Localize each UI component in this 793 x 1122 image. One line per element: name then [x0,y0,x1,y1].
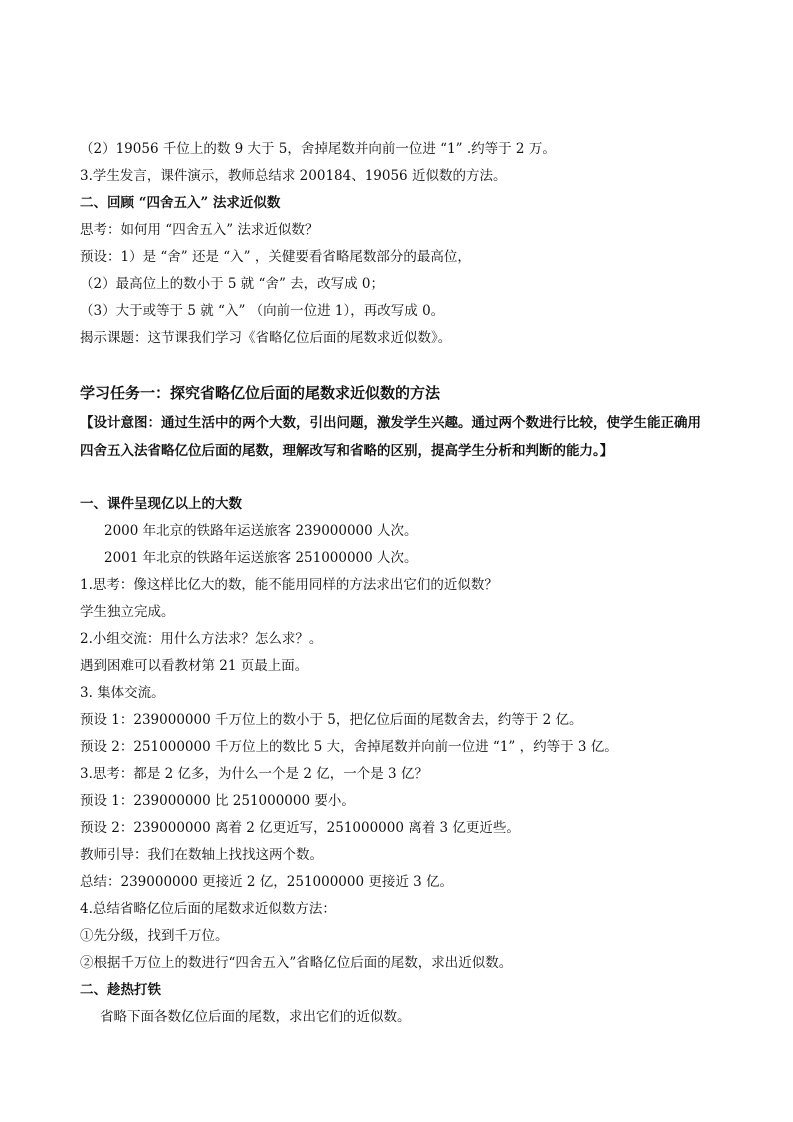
text-line: 学生独立完成。 [80,604,175,620]
text-line: 2000 年北京的铁路年运送旅客 239000000 人次。 [104,523,418,539]
text-line: 总结：239000000 更接近 2 亿，251000000 更接近 3 亿。 [80,874,454,890]
section-heading: 一、课件呈现亿以上的大数 [80,496,242,512]
text-line: 4.总结省略亿位后面的尾数求近似数方法： [80,901,336,917]
section-heading: 二、回顾 “四舍五入” 法求近似数 [80,195,281,211]
section-heading: 二、趁热打铁 [80,982,161,998]
text-line: 1.思考：像这样比亿大的数，能不能用同样的方法求出它们的近似数？ [80,577,498,593]
text-line: 教师引导：我们在数轴上找找这两个数。 [80,847,323,863]
text-line: 3.思考：都是 2 亿多，为什么一个是 2 亿，一个是 3 亿？ [80,766,428,782]
text-line: ②根据千万位上的数进行“四舍五入”省略亿位后面的尾数，求出近似数。 [80,955,513,971]
text-line: 预设 2：239000000 离着 2 亿更近写，251000000 离着 3 亿更近些。 [80,820,520,836]
task-heading: 学习任务一：探究省略亿位后面的尾数求近似数的方法 [80,384,441,402]
text-line: 3. 集体交流。 [80,685,165,701]
text-line: （3）大于或等于 5 就 “入” （向前一位进 1），再改写成 0。 [80,303,445,319]
text-line: ①先分级，找到千万位。 [80,928,229,944]
text-line: 预设 2：251000000 千万位上的数比 5 大，舍掉尾数并向前一位进 “1” ，约等于 3 亿。 [80,739,618,755]
text-line: 预设：1）是 “舍” 还是 “入” ，关健要看省略尾数部分的最高位， [80,249,471,265]
text-line: 预设 1：239000000 比 251000000 要小。 [80,793,355,809]
design-intent-line: 【设计意图：通过生活中的两个大数，引出问题，激发学生兴趣。通过两个数进行比较，使学生能正确用 [80,415,701,431]
text-line: （2）最高位上的数小于 5 就 “舍” 去，改写成 0； [80,276,385,292]
text-line: 3.学生发言，课件演示，教师总结求 200184、19056 近似数的方法。 [80,168,507,184]
text-line: 2001 年北京的铁路年运送旅客 251000000 人次。 [104,550,418,566]
text-line: 思考：如何用 “四舍五入” 法求近似数？ [80,222,319,238]
text-line: 省略下面各数亿位后面的尾数，求出它们的近似数。 [100,1009,411,1025]
text-line: 预设 1：239000000 千万位上的数小于 5，把亿位后面的尾数舍去，约等于 2 亿。 [80,712,583,728]
text-line: （2）19056 千位上的数 9 大于 5，舍掉尾数并向前一位进 “1” .约等于 2 万。 [80,141,556,157]
text-line: 揭示课题：这节课我们学习《省略亿位后面的尾数求近似数》。 [80,330,452,346]
text-line: 2.小组交流：用什么方法求？怎么求？。 [80,631,323,647]
text-line: 遇到困难可以看教材第 21 页最上面。 [80,658,309,674]
design-intent-line: 四舍五入法省略亿位后面的尾数，理解改写和省略的区别，提高学生分析和判断的能力。】 [80,443,614,459]
